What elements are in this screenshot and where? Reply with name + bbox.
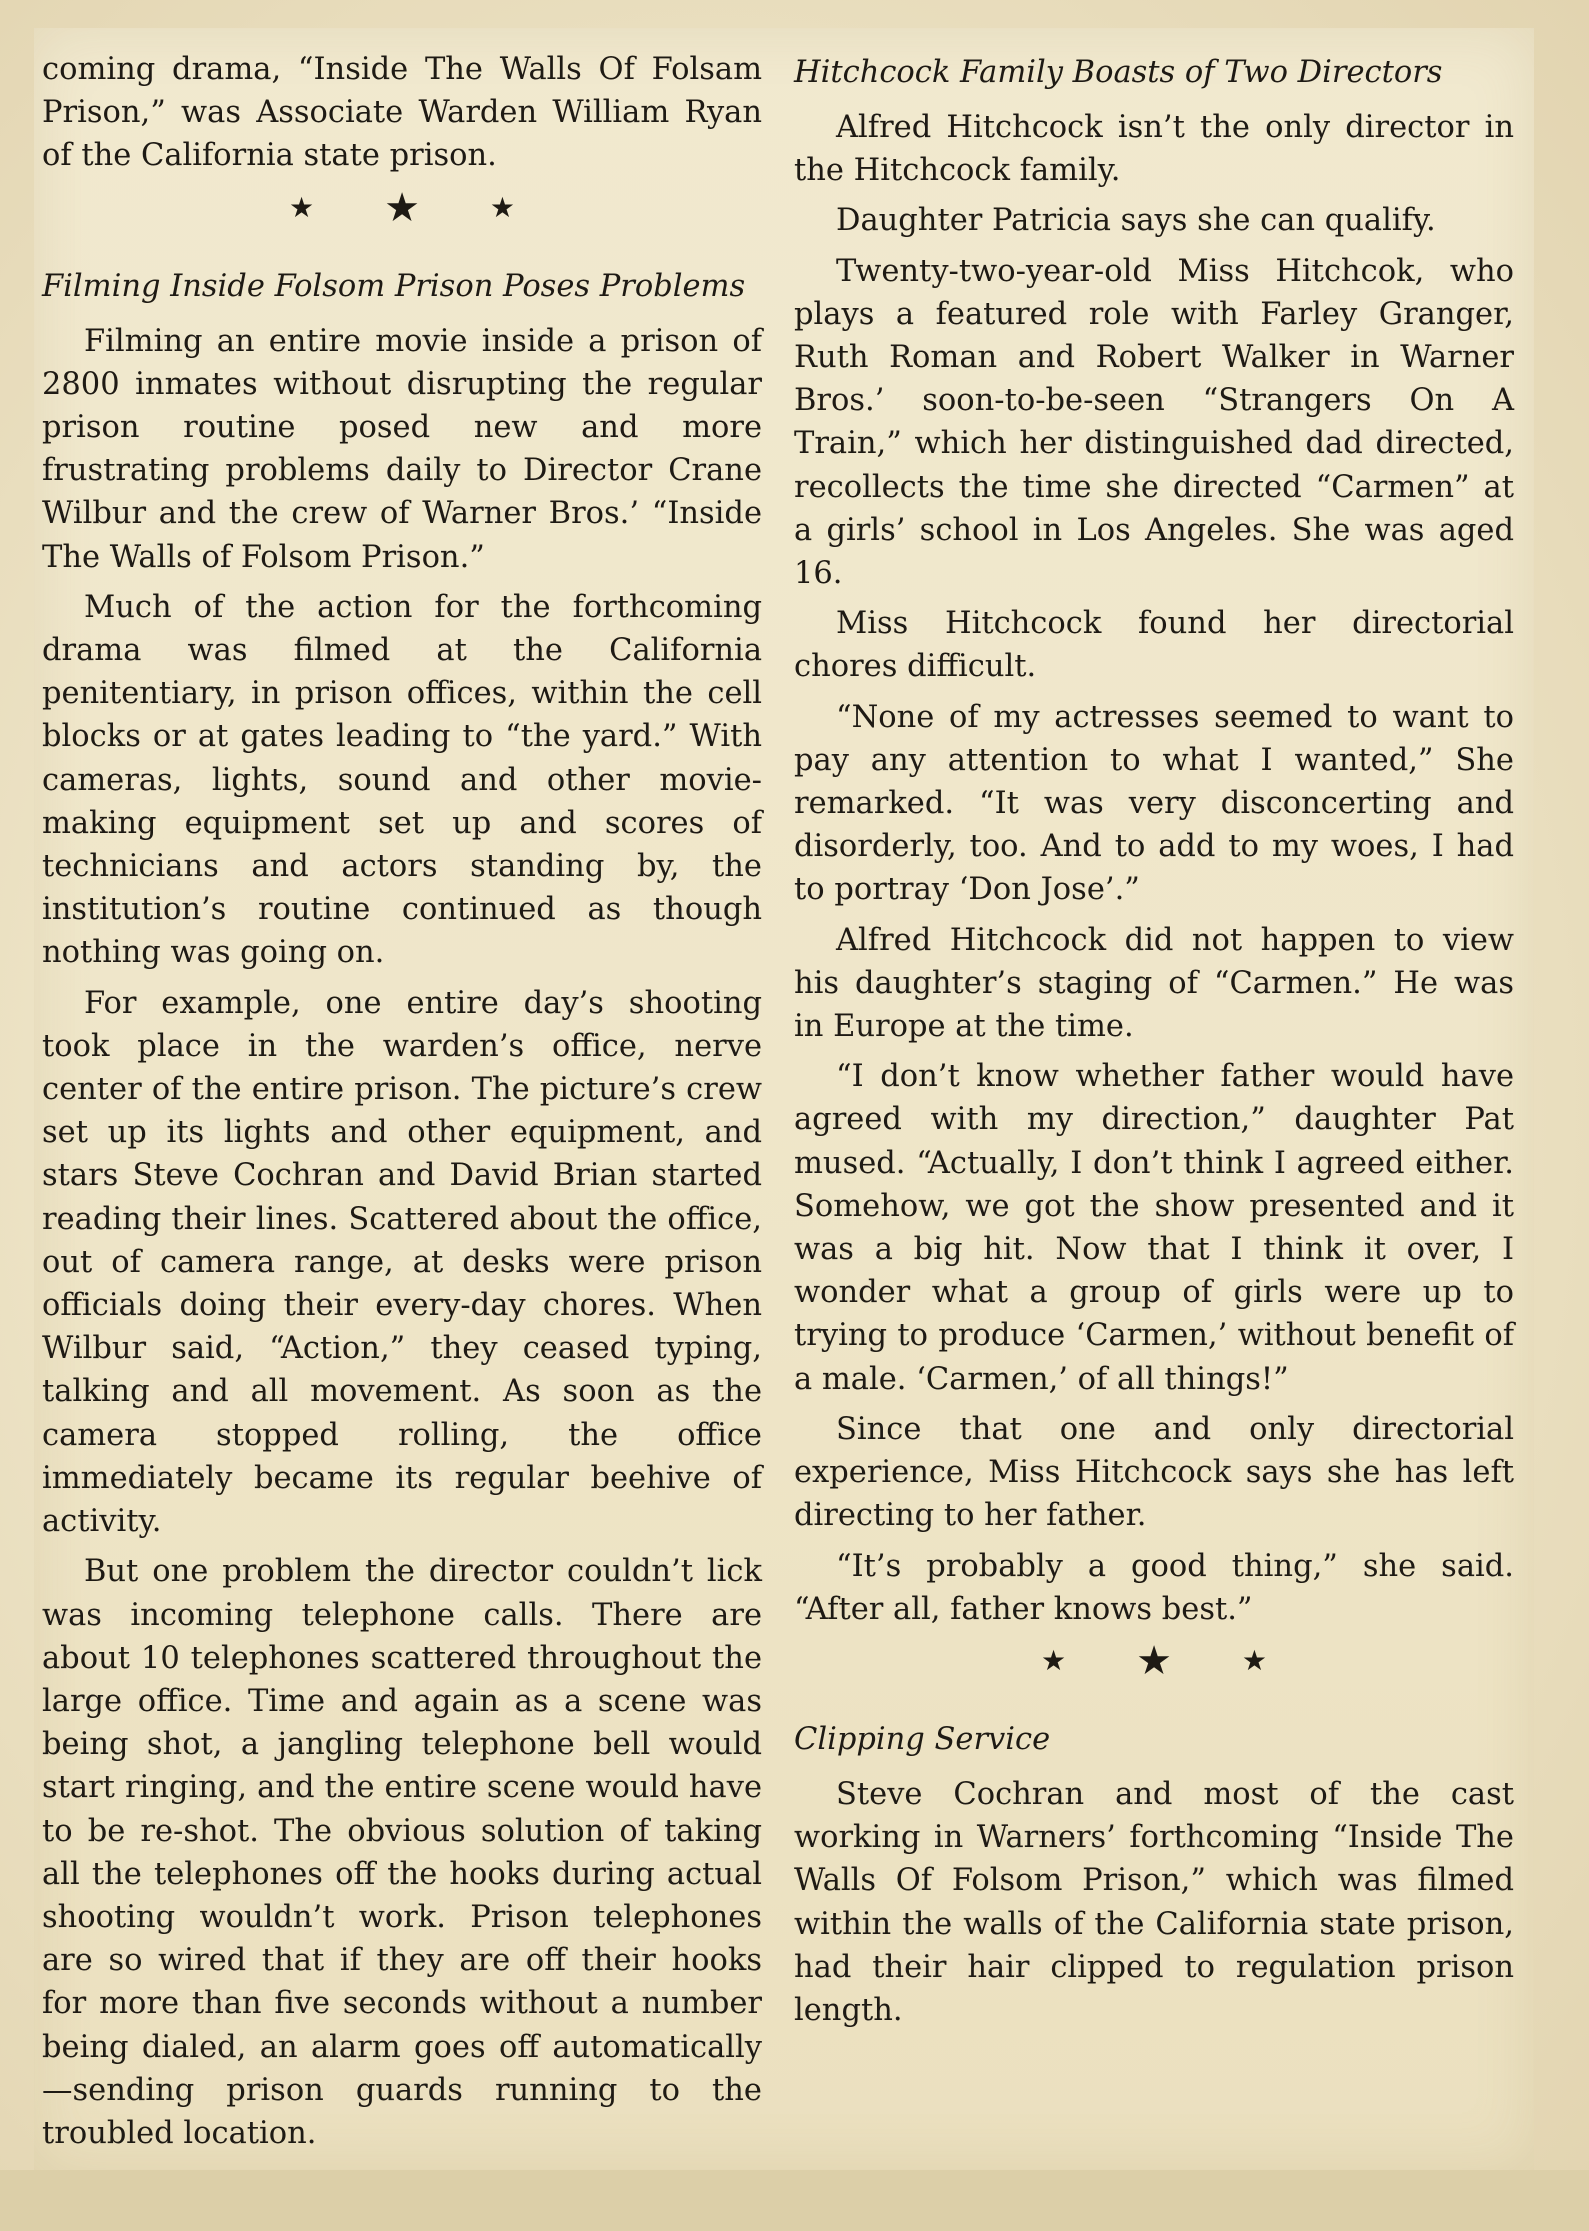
star-icon: ★	[384, 184, 420, 231]
star-icon: ★	[1241, 1643, 1268, 1677]
star-icon: ★	[288, 190, 315, 224]
section-heading-folsom: Filming Inside Folsom Prison Poses Problems	[42, 268, 746, 304]
star-divider	[42, 184, 762, 231]
paragraph: Filming an entire movie inside a prison of 2800 inmates without disrupting the regular prison routine posed new and more frustrating problems daily to Director Crane Wilbur and the crew of Warner Bros.’ “Inside The Walls of Folsom Prison.”	[42, 323, 762, 575]
paragraph: Alfred Hitchcock isn’t the only director in the Hitchcock family.	[794, 110, 1514, 189]
paragraph: Steve Cochran and most of the cast working in Warners’ forthcoming “Inside The Walls Of Folsom Prison,” which was filmed within the walls of the California state prison, had their hair clipped to regulation prison length.	[794, 1776, 1514, 2028]
paragraph: Much of the action for the forthcoming drama was filmed at the California penitentiary, in prison offices, within the cell blocks or at gates leading to “the yard.” With cameras, lights, sound and other movie-making equipment set up and scores of technicians and actors standing by, the institution’s routine continued as though nothing was going on.	[42, 589, 762, 971]
paragraph: For example, one entire day’s shooting took place in the warden’s office, nerve center of the entire prison. The picture’s crew set up its lights and other equipment, and stars Steve Cochran and David Brian started reading their lines. Scattered about the office, out of camera range, at desks were prison officials doing their every-day chores. When Wilbur said, “Action,” they ceased typing, talking and all movement. As soon as the camera stopped rolling, the office immediately became its regular beehive of activity.	[42, 985, 762, 1540]
star-icon: ★	[489, 190, 516, 224]
star-divider	[794, 1637, 1514, 1684]
paragraph: “It’s probably a good thing,” she said. “After all, father knows best.”	[794, 1548, 1514, 1627]
paragraph: Miss Hitchcock found her directorial chores difficult.	[794, 606, 1514, 685]
paragraph: “I don’t know whether father would have agreed with my direction,” daughter Pat mused. “Actually, I don’t think I agreed either. Somehow, we got the show presented and it was a big hit. Now that I think it over, I wonder what a group of girls were up to trying to produce ‘Carmen,’ without benefit of a male. ‘Carmen,’ of all things!”	[794, 1059, 1514, 1397]
left-column	[42, 48, 762, 2162]
section-heading-hitchcock: Hitchcock Family Boasts of Two Directors	[794, 55, 1443, 90]
intro-paragraph: coming drama, “Inside The Walls Of Folsam Prison,” was Associate Warden William Ryan of the California state prison.	[42, 52, 762, 174]
right-column	[794, 48, 1514, 2039]
paragraph: Since that one and only directorial experience, Miss Hitchcock says she has left directing to her father.	[794, 1411, 1514, 1534]
page-bottom-edge	[0, 2170, 1589, 2231]
star-icon: ★	[1136, 1637, 1172, 1684]
section-heading-clipping: Clipping Service	[794, 1721, 1051, 1757]
paragraph: Alfred Hitchcock did not happen to view his daughter’s staging of “Carmen.” He was in Europe at the time.	[794, 922, 1514, 1045]
paragraph: But one problem the director couldn’t lick was incoming telephone calls. There are about 10 telephones scattered throughout the large office. Time and again as a scene was being shot, a jangling telephone bell would start ringing, and the entire scene would have to be re-shot. The obvious solution of taking all the telephones off the hooks during actual shooting wouldn’t work. Prison telephones are so wired that if they are off their hooks for more than five seconds without a number being dialed, an alarm goes off automatically—sending prison guards running to the troubled location.	[42, 1554, 762, 2151]
paragraph: Twenty-two-year-old Miss Hitchcok, who plays a featured role with Farley Granger, Ruth Roman and Robert Walker in Warner Bros.’ soon-to-be-seen “Strangers On A Train,” which her distinguished dad directed, recollects the time she directed “Carmen” at a girls’ school in Los Angeles. She was aged 16.	[794, 253, 1514, 592]
paragraph: Daughter Patricia says she can qualify.	[836, 203, 1436, 239]
star-icon: ★	[1040, 1643, 1067, 1677]
paragraph: “None of my actresses seemed to want to pay any attention to what I wanted,” She remarked. “It was very disconcerting and disorderly, too. And to add to my woes, I had to portray ‘Don Jose’.”	[794, 699, 1514, 908]
